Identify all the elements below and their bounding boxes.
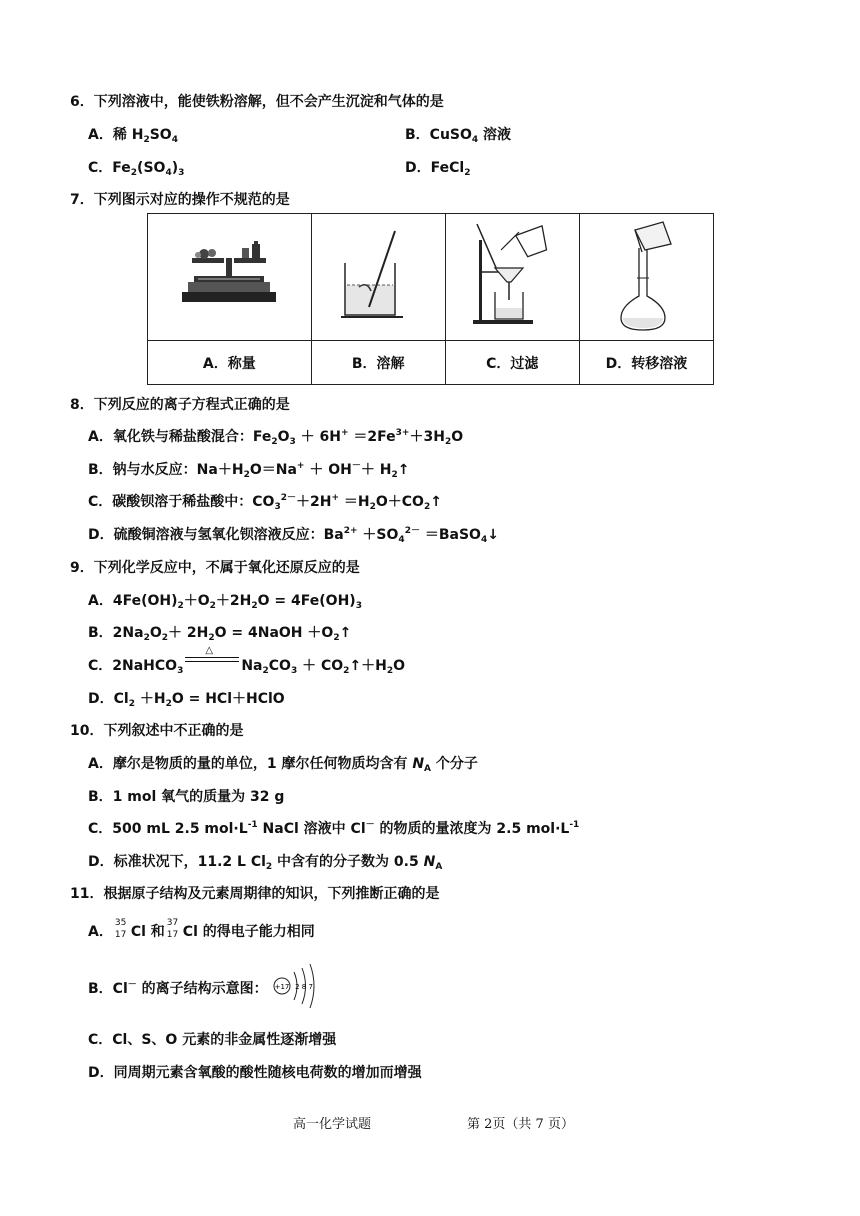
q9-option-c: C．2NaHCO$_3$ △ $Na_2CO_3$ ＋ $CO_2↑+H_2O$: [88, 645, 406, 676]
operations-table: [147, 213, 714, 385]
q6-option-a: A．稀 $H_2SO_4$: [88, 127, 178, 145]
q8-option-b: B．钠与水反应：$Na+H_2O=Na^+ + OH^-+$ $H_2↑$: [88, 461, 410, 480]
q6-option-b: B．CuSO$_4$ 溶液: [405, 127, 512, 145]
q10-option-d: D．标准状况下，11.2 L $Cl_2$ 中含有的分子数为 0.5 $N_A$: [88, 854, 443, 872]
filtering-illustration: [445, 214, 579, 341]
q11-option-b: B．Cl－ 的离子结构示意图：: [88, 980, 268, 997]
caption-b: B．溶解: [311, 341, 445, 385]
diagram-shells-label: 2 8 7: [295, 983, 313, 991]
q11-option-a: A． 35 17 Cl 和 37 17 Cl 的得电子能力相同: [88, 918, 315, 940]
q9-option-a: A．$4Fe(OH)_2+O_2+2H_2O = 4Fe(OH)_3$: [88, 593, 362, 611]
footer-page-number: 第 2页（共 7 页）: [467, 1117, 574, 1132]
q6-option-d: D．FeCl$_2$: [405, 160, 471, 178]
question-6-stem: 6．下列溶液中，能使铁粉溶解，但不会产生沉淀和气体的是: [70, 94, 444, 110]
question-10-stem: 10．下列叙述中不正确的是: [70, 723, 244, 739]
q9-option-d: D．$Cl_2 +H_2O$ = HCl＋HClO: [88, 691, 285, 709]
question-7-stem: 7．下列图示对应的操作不规范的是: [70, 192, 290, 208]
question-11-stem: 11．根据原子结构及元素周期律的知识，下列推断正确的是: [70, 886, 440, 902]
dissolving-illustration: [311, 214, 445, 341]
caption-d: D．转移溶液: [579, 341, 713, 385]
heat-condition-arrow: △: [183, 658, 241, 674]
footer-title: 高一化学试题: [293, 1117, 372, 1132]
q8-option-d: D．硫酸铜溶液与氢氧化钡溶液反应：$Ba^{2+} +SO_4^{2-}$ ＝BaSO$_4$↓: [88, 526, 499, 545]
q11-option-d: D．同周期元素含氧酸的酸性随核电荷数的增加而增强: [88, 1065, 422, 1081]
q10-option-b: B．1 mol 氧气的质量为 32 g: [88, 789, 285, 805]
q9-option-b: B．$2Na_2O_2+ 2H_2O$ = 4NaOH $+O_2↑$: [88, 625, 352, 643]
caption-a: A．称量: [148, 341, 312, 385]
question-9-stem: 9．下列化学反应中，不属于氧化还原反应的是: [70, 560, 360, 576]
q11-option-c: C．Cl、S、O 元素的非金属性逐渐增强: [88, 1032, 337, 1048]
q10-option-c: C．500 mL 2.5 $mol\cdot L^{-1}$ NaCl 溶液中 Cl－ 的物质的量浓度为 2.5 $mol\cdot L^{-1}$: [88, 820, 580, 837]
chlorine-ion-structure-diagram: [272, 962, 324, 1008]
diagram-nucleus-label: +17: [274, 983, 290, 991]
q8-option-c: C．碳酸钡溶于稀盐酸中：$CO_3^{2-}+2H^+$ $=H_2O+CO_2↑$: [88, 493, 442, 512]
q6-option-c: C．$Fe_2(SO_4)_3$: [88, 160, 185, 178]
q8-option-a: A．氧化铁与稀盐酸混合：$Fe_2O_3 + 6H^+ =2Fe^{3+}+3H_2O$: [88, 428, 464, 447]
balance-illustration: [148, 214, 312, 341]
caption-c: C．过滤: [445, 341, 579, 385]
transfer-solution-illustration: [579, 214, 713, 341]
question-8-stem: 8．下列反应的离子方程式正确的是: [70, 397, 290, 413]
q10-option-a: A．摩尔是物质的量的单位，1 摩尔任何物质均含有 $N_A$ 个分子: [88, 756, 478, 774]
